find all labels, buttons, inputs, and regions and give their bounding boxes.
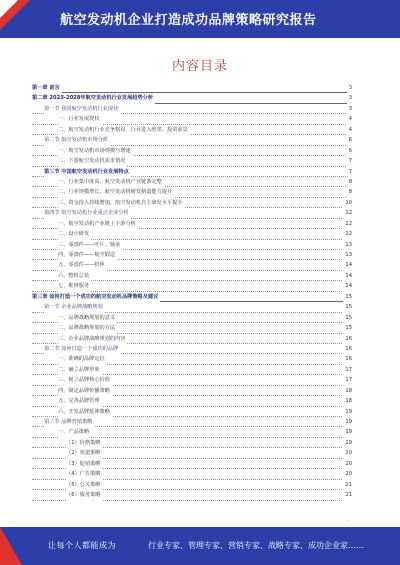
- toc-entry[interactable]: [32, 187, 352, 197]
- toc-entry-label: 一、航空发动机市场规模与增速: [58, 146, 133, 156]
- footer-slogan-right: 行业专家、管理专家、营销专家、战略专家、成功企业家……: [148, 541, 364, 550]
- toc-entry[interactable]: [32, 448, 352, 458]
- toc-entry-page: 19: [343, 438, 352, 448]
- toc-entry-page: 13: [343, 240, 352, 250]
- toc-entry-label: 一、行业发展现状: [58, 114, 102, 124]
- toc-entry[interactable]: [32, 469, 352, 479]
- toc-entry[interactable]: [32, 83, 352, 93]
- toc-entry[interactable]: [32, 375, 352, 385]
- toc-entry-page: 3: [347, 83, 352, 93]
- toc-entry-page: 18: [343, 386, 352, 396]
- toc-entry[interactable]: [32, 365, 352, 375]
- toc-entry-label: 四、制定品牌传播策略: [58, 386, 112, 396]
- toc-entry-page: 16: [343, 334, 352, 344]
- toc-entry[interactable]: [32, 250, 352, 260]
- toc-entry-page: 14: [343, 281, 352, 291]
- toc-entry-page: 7: [347, 167, 352, 177]
- toc-entry-label: （5）公关策略: [66, 480, 102, 490]
- toc-entry-label: 三、企业品牌战略规划的内容: [58, 334, 127, 344]
- toc-entry-label: 第三章 如何打造一个成功的航空发动机品牌策略及建议: [32, 292, 160, 302]
- toc-entry[interactable]: [32, 480, 352, 490]
- toc-entry[interactable]: [32, 334, 352, 344]
- toc-entry[interactable]: [32, 302, 352, 312]
- toc-entry[interactable]: [32, 208, 352, 218]
- toc-entry[interactable]: [32, 93, 352, 103]
- toc-entry-page: 19: [343, 417, 352, 427]
- toc-entry[interactable]: [32, 229, 352, 239]
- toc-entry-label: （4）广告策略: [66, 469, 102, 479]
- toc-entry-page: 15: [343, 302, 352, 312]
- toc-entry-page: 17: [343, 365, 352, 375]
- toc-entry[interactable]: [32, 219, 352, 229]
- toc-heading: 内容目录: [171, 59, 228, 74]
- toc-entry[interactable]: [32, 125, 352, 135]
- toc-entry-label: 第二节 航空发动机市场分析: [44, 135, 110, 145]
- toc-entry-page: 4: [347, 125, 352, 135]
- footer-accent-decoration: [0, 527, 22, 565]
- toc-entry[interactable]: [32, 114, 352, 124]
- toc-entry-page: 13: [343, 250, 352, 260]
- toc-entry[interactable]: [32, 459, 352, 469]
- toc-entry-label: 五、完善品牌管理: [58, 396, 102, 406]
- toc-entry-label: 三、资金投入持续增加，航空发动机自主研发水平提升: [58, 198, 185, 208]
- toc-entry-label: 七、维修服务: [58, 281, 91, 291]
- toc-entry-page: 20: [343, 469, 352, 479]
- toc-entry-label: 一、准确的品牌定位: [58, 354, 107, 364]
- toc-entry-page: 16: [343, 344, 352, 354]
- toc-entry-page: 20: [343, 459, 352, 469]
- toc-entry-page: 6: [347, 146, 352, 156]
- toc-entry-label: 三、树立品牌核心价值: [58, 375, 112, 385]
- toc-entry-label: 第一章 前言: [32, 83, 62, 93]
- toc-entry-page: 19: [343, 427, 352, 437]
- toc-entry-label: 六、开发品牌延伸策略: [58, 407, 112, 417]
- toc-entry-label: 二、行业规模增长，航空发动机研发制造能力提升: [58, 187, 174, 197]
- toc-entry-label: 六、整机总装: [58, 271, 91, 281]
- header-corner-decoration: [0, 0, 36, 30]
- toc-entry-page: 8: [347, 187, 352, 197]
- toc-entry-page: 17: [343, 375, 352, 385]
- toc-entry[interactable]: [32, 271, 352, 281]
- toc-entry[interactable]: [32, 260, 352, 270]
- toc-entry-label: 二、设计研发: [58, 229, 91, 239]
- toc-entry[interactable]: [32, 396, 352, 406]
- toc-entry[interactable]: [32, 344, 352, 354]
- footer-bar: [0, 527, 400, 565]
- toc-entry-page: 12: [343, 219, 352, 229]
- toc-entry-page: 15: [343, 292, 352, 302]
- toc-entry[interactable]: [32, 104, 352, 114]
- toc-entry[interactable]: [32, 156, 352, 166]
- toc-entry-label: 第二节 如何打造一个成功的品牌: [44, 344, 120, 354]
- toc-entry[interactable]: [32, 386, 352, 396]
- toc-entry-page: 19: [343, 407, 352, 417]
- toc-entry-page: 7: [347, 156, 352, 166]
- toc-entry-page: 15: [343, 323, 352, 333]
- toc-entry[interactable]: [32, 490, 352, 500]
- toc-entry-page: 3: [347, 93, 352, 103]
- toc-entry[interactable]: [32, 198, 352, 208]
- toc-entry-page: 8: [347, 177, 352, 187]
- toc-entry-label: （1）价格策略: [66, 438, 102, 448]
- toc-entry[interactable]: [32, 146, 352, 156]
- table-of-contents: [32, 83, 352, 501]
- toc-entry-label: 二、确立品牌形象: [58, 365, 102, 375]
- toc-entry[interactable]: [32, 354, 352, 364]
- toc-entry[interactable]: [32, 177, 352, 187]
- footer-slogan-left: 让每个人都能成为: [48, 541, 116, 550]
- toc-entry-label: （2）渠道策略: [66, 448, 102, 458]
- toc-entry-page: 21: [343, 480, 352, 490]
- toc-entry-page: 15: [343, 313, 352, 323]
- toc-entry-label: 一、产品策略: [58, 427, 91, 437]
- toc-entry-page: 12: [343, 229, 352, 239]
- toc-entry-label: 第一节 企业品牌战略规划: [44, 302, 105, 312]
- toc-entry-page: 4: [347, 114, 352, 124]
- page-marker: ·: [348, 518, 350, 524]
- toc-entry-label: （6）服务策略: [66, 490, 102, 500]
- toc-entry-label: 一、行业集中度高，航空发动机产业链条完整: [58, 177, 164, 187]
- toc-entry[interactable]: [32, 323, 352, 333]
- toc-entry-page: 6: [347, 135, 352, 145]
- toc-entry-page: 3: [347, 104, 352, 114]
- toc-entry-label: 一、航空发动机产业链上下游分析: [58, 219, 138, 229]
- toc-entry-label: 第二章 2023-2028年航空发动机行业发展趋势分析: [32, 93, 155, 103]
- toc-entry-label: 二、航空发动机行业竞争格局、行业进入壁垒、投资前景: [58, 125, 190, 135]
- toc-entry-page: 12: [343, 208, 352, 218]
- toc-entry[interactable]: [32, 135, 352, 145]
- toc-entry-label: 第三节 中国航空发动机行业发展特点: [44, 167, 131, 177]
- toc-entry-label: 第一节 我国航空发动机行业现状: [44, 104, 120, 114]
- toc-entry-label: （3）促销策略: [66, 459, 102, 469]
- toc-entry-label: 一、品牌战略规划的意义: [58, 313, 117, 323]
- toc-entry-page: 18: [343, 396, 352, 406]
- toc-entry[interactable]: [32, 292, 352, 302]
- toc-entry-label: 第四节 航空发动机行业重点企业分析: [44, 208, 131, 218]
- toc-entry-page: 16: [343, 354, 352, 364]
- toc-entry[interactable]: [32, 438, 352, 448]
- toc-entry[interactable]: [32, 313, 352, 323]
- toc-entry-label: 四、零部件——航空锻造: [58, 250, 117, 260]
- toc-entry-label: 二、品牌战略规划的方法: [58, 323, 117, 333]
- toc-entry[interactable]: [32, 407, 352, 417]
- toc-entry-page: 14: [343, 260, 352, 270]
- toc-entry[interactable]: [32, 417, 352, 427]
- toc-entry[interactable]: [32, 167, 352, 177]
- toc-entry-label: 五、零部件——机匣: [58, 260, 107, 270]
- toc-entry-page: 20: [343, 448, 352, 458]
- report-title: 航空发动机企业打造成功品牌策略研究报告: [60, 13, 317, 28]
- toc-entry-label: 三、零部件——叶片、轴承: [58, 240, 122, 250]
- toc-entry-label: 二、下游航空发动机需求情况: [58, 156, 127, 166]
- header-bar: [0, 0, 400, 38]
- toc-entry-page: 14: [343, 271, 352, 281]
- toc-entry[interactable]: [32, 281, 352, 291]
- toc-entry-page: 10: [343, 198, 352, 208]
- toc-entry-label: 第三节 品牌营销策略: [44, 417, 94, 427]
- toc-entry-page: 21: [343, 490, 352, 500]
- toc-entry[interactable]: [32, 427, 352, 437]
- toc-entry[interactable]: [32, 240, 352, 250]
